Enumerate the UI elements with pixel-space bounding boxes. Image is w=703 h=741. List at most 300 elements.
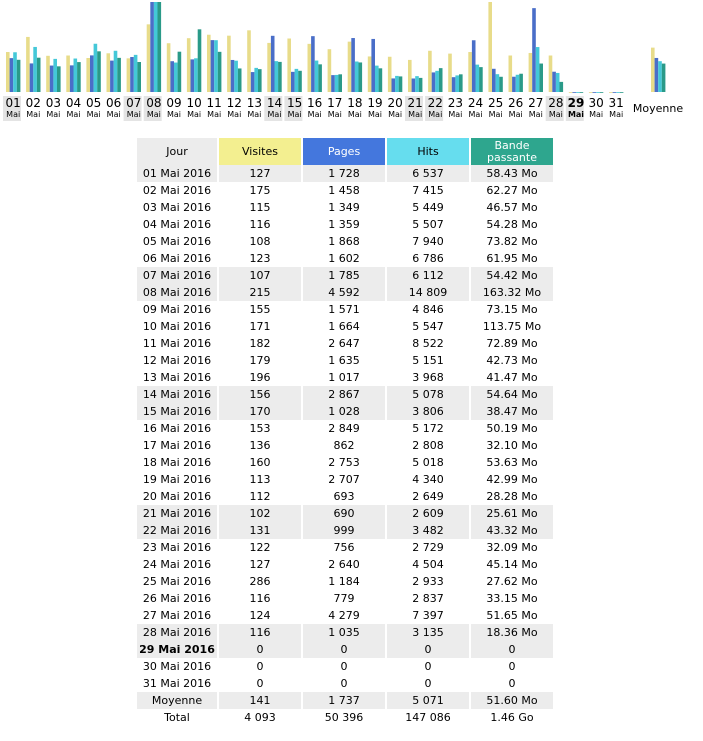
- cell-visites: 0: [219, 641, 301, 658]
- bar-visites-18: [348, 42, 352, 92]
- bar-bande-06: [117, 58, 121, 92]
- bar-hits-09: [174, 63, 178, 92]
- average-label: Moyenne: [632, 102, 684, 115]
- cell-bande: 62.27 Mo: [486, 184, 538, 197]
- cell-hits: 5 547: [412, 320, 444, 333]
- cell-hits: 4 504: [412, 558, 444, 571]
- day-tick-label: 06: [106, 96, 122, 110]
- header-jour: Jour: [137, 138, 217, 165]
- month-tick-label: Mai: [508, 110, 523, 119]
- bar-visites-20: [388, 57, 392, 92]
- bar-pages-15: [291, 72, 295, 92]
- cell-hits: 5 018: [412, 456, 444, 469]
- cell-day: 19 Mai 2016: [142, 473, 212, 486]
- table-row: [137, 301, 553, 318]
- bar-hits-26: [516, 75, 520, 92]
- table-row: [137, 233, 553, 250]
- day-tick-label: 01: [5, 96, 21, 110]
- bar-visites-02: [26, 37, 30, 92]
- bar-bande-20: [399, 76, 403, 92]
- day-tick-label: 03: [45, 96, 62, 110]
- cell-hits: 0: [424, 660, 432, 673]
- cell-bande: 0: [508, 660, 516, 673]
- cell-visites: 115: [249, 201, 271, 214]
- bar-bande-30: [600, 92, 604, 93]
- bar-bande-15: [298, 71, 302, 92]
- day-tick-label: 26: [508, 96, 524, 110]
- bar-pages-05: [90, 55, 94, 92]
- month-tick-label: Mai: [187, 110, 202, 119]
- cell-pages: 999: [303, 522, 385, 539]
- bar-visites-08: [147, 24, 151, 92]
- table-row: [137, 369, 553, 386]
- cell-visites: 127: [219, 165, 301, 182]
- cell-hits: 6 112: [387, 267, 469, 284]
- cell-hits: 3 135: [387, 624, 469, 641]
- bar-pages-31: [613, 92, 617, 93]
- bar-visites-15: [287, 39, 291, 93]
- cell-visites: 136: [249, 439, 271, 452]
- month-tick-label: Mai: [166, 110, 182, 119]
- cell-visites: 0: [256, 660, 264, 673]
- header-bande-line1: Bande: [494, 138, 530, 152]
- cell-visites: 116: [219, 624, 301, 641]
- month-tick-label: Mai: [528, 110, 543, 119]
- month-tick-label: Mai: [207, 110, 222, 119]
- cell-hits: 2 609: [387, 505, 469, 522]
- cell-day: 07 Mai 2016: [137, 267, 217, 284]
- cell-visites: 102: [219, 505, 301, 522]
- bar-bande-21: [419, 78, 423, 92]
- cell-day: 02 Mai 2016: [142, 184, 212, 197]
- cell-visites: 112: [249, 490, 271, 503]
- day-tick-label: 18: [347, 96, 363, 110]
- bar-bande-19: [379, 68, 383, 92]
- table-row: [137, 335, 553, 352]
- bar-bande-03: [57, 66, 61, 92]
- cell-pages: 862: [333, 439, 355, 452]
- cell-bande: 54.28 Mo: [486, 218, 538, 231]
- bar-visites-29: [569, 92, 573, 93]
- cell-hits: 2 808: [412, 439, 444, 452]
- header-pages: Pages: [303, 138, 385, 165]
- day-tick-label: 17: [327, 96, 343, 110]
- bar-hits-30: [596, 92, 600, 93]
- bar-hits-21: [415, 76, 419, 92]
- bar-bande-28: [560, 82, 564, 92]
- cell-bande: 42.99 Mo: [486, 473, 538, 486]
- bar-hits-25: [496, 74, 500, 92]
- bar-pages-23: [452, 77, 456, 92]
- cell-pages: 1 728: [303, 165, 385, 182]
- bar-pages-21: [412, 78, 416, 92]
- table-row: [137, 641, 553, 658]
- cell-hits: 4 340: [412, 473, 444, 486]
- bar-bande-12: [238, 68, 242, 92]
- cell-day: 18 Mai 2016: [142, 456, 212, 469]
- bar-hits-12: [234, 61, 238, 92]
- cell-visites: 196: [249, 371, 271, 384]
- cell-visites: 116: [249, 218, 271, 231]
- bar-hits-04: [74, 59, 78, 92]
- table-row: [137, 539, 553, 556]
- bar-bande-moyenne: [662, 64, 666, 92]
- cell-day: 05 Mai 2016: [142, 235, 212, 248]
- cell-bande: 42.73 Mo: [486, 354, 538, 367]
- cell-bande: 58.43 Mo: [471, 165, 553, 182]
- cell-hits: 147 086: [405, 711, 451, 724]
- cell-day: 12 Mai 2016: [142, 354, 212, 367]
- day-tick-label: 02: [25, 96, 41, 110]
- month-tick-label: Mai: [609, 110, 624, 119]
- cell-visites: 4 093: [244, 711, 276, 724]
- bar-bande-25: [499, 77, 503, 92]
- cell-day: 09 Mai 2016: [142, 303, 212, 316]
- day-tick-label: 07: [126, 96, 142, 110]
- cell-hits: 4 846: [412, 303, 444, 316]
- bar-pages-22: [432, 72, 436, 92]
- bar-bande-17: [338, 74, 342, 92]
- month-tick-label: Mai: [126, 110, 141, 119]
- cell-bande: 43.32 Mo: [471, 522, 553, 539]
- month-tick-label: Mai: [468, 110, 483, 119]
- cell-bande: 45.14 Mo: [486, 558, 538, 571]
- bar-hits-24: [476, 65, 480, 92]
- bar-pages-04: [70, 65, 74, 92]
- cell-hits: 5 071: [387, 692, 469, 709]
- cell-day: 26 Mai 2016: [142, 592, 212, 605]
- cell-bande: 0: [471, 641, 553, 658]
- day-tick-label: 05: [85, 96, 102, 110]
- cell-hits: 2 649: [412, 490, 444, 503]
- bar-pages-17: [331, 75, 335, 92]
- bar-hits-05: [94, 44, 98, 92]
- cell-bande: 72.89 Mo: [486, 337, 538, 350]
- cell-visites: 116: [249, 592, 271, 605]
- bar-bande-16: [318, 64, 322, 92]
- cell-day: 28 Mai 2016: [137, 624, 217, 641]
- bar-pages-06: [110, 61, 114, 92]
- cell-visites: 286: [249, 575, 271, 588]
- bar-bande-18: [359, 62, 363, 92]
- month-tick-label: Mai: [428, 110, 443, 119]
- cell-visites: 123: [249, 252, 271, 265]
- bar-visites-25: [488, 2, 492, 92]
- table-row: [137, 403, 553, 420]
- bar-visites-09: [167, 43, 171, 92]
- cell-visites: 170: [219, 403, 301, 420]
- day-tick-label: 16: [307, 96, 323, 110]
- bar-visites-19: [368, 56, 372, 92]
- cell-pages: 1 571: [328, 303, 360, 316]
- bar-visites-16: [308, 44, 312, 92]
- bar-pages-07: [130, 57, 134, 92]
- day-tick-label: 09: [166, 96, 182, 110]
- bar-visites-01: [6, 52, 10, 92]
- cell-visites: 0: [256, 677, 264, 690]
- bar-hits-13: [254, 68, 258, 92]
- month-tick-label: Mai: [567, 110, 585, 119]
- day-tick-label: 30: [588, 96, 604, 110]
- bar-pages-19: [371, 39, 375, 92]
- month-tick-label: Mai: [247, 110, 262, 119]
- bar-visites-14: [267, 43, 271, 92]
- bar-bande-27: [539, 64, 543, 92]
- header-bande-passante: [471, 138, 553, 165]
- bar-hits-22: [435, 71, 439, 92]
- cell-pages: 1 868: [328, 235, 360, 248]
- bar-pages-moyenne: [655, 58, 659, 92]
- bar-bande-23: [459, 74, 463, 92]
- bar-bande-04: [77, 62, 81, 92]
- bar-hits-27: [536, 47, 540, 92]
- cell-day: 20 Mai 2016: [142, 490, 212, 503]
- month-tick-label: Mai: [66, 110, 81, 119]
- cell-pages: 4 279: [328, 609, 360, 622]
- cell-pages: 2 640: [328, 558, 360, 571]
- cell-hits: 8 522: [412, 337, 444, 350]
- bar-hits-11: [214, 40, 218, 92]
- cell-pages: 1 349: [328, 201, 360, 214]
- cell-pages: 1 602: [328, 252, 360, 265]
- bar-hits-10: [194, 58, 198, 92]
- cell-pages: 1 785: [303, 267, 385, 284]
- day-tick-label: 04: [65, 96, 82, 110]
- bar-pages-26: [512, 77, 516, 92]
- month-tick-label: Mai: [146, 110, 161, 119]
- cell-hits: 5 507: [412, 218, 444, 231]
- table-row: [137, 250, 553, 267]
- cell-bande: 73.15 Mo: [486, 303, 538, 316]
- bar-hits-28: [556, 73, 560, 92]
- cell-pages: 1 635: [328, 354, 360, 367]
- cell-hits: 2 729: [412, 541, 444, 554]
- table-row: [137, 284, 553, 301]
- month-tick-label: Mai: [287, 110, 302, 119]
- day-tick-label: 23: [447, 96, 464, 110]
- cell-day: 23 Mai 2016: [142, 541, 212, 554]
- bar-hits-01: [13, 52, 17, 92]
- month-tick-label: Mai: [307, 110, 322, 119]
- cell-day: 27 Mai 2016: [142, 609, 212, 622]
- bar-bande-29: [580, 92, 584, 93]
- cell-hits: 3 968: [412, 371, 444, 384]
- bar-visites-28: [549, 56, 553, 93]
- header-visites: Visites: [219, 138, 301, 165]
- cell-hits: 6 786: [412, 252, 444, 265]
- bar-pages-30: [593, 92, 597, 93]
- cell-day: 31 Mai 2016: [142, 677, 212, 690]
- cell-bande: 1.46 Go: [490, 711, 534, 724]
- daily-stats-table: [135, 138, 555, 726]
- cell-hits: 5 151: [412, 354, 444, 367]
- month-tick-label: Mai: [548, 110, 563, 119]
- table-row: [137, 318, 553, 335]
- day-tick-label: 28: [548, 96, 564, 110]
- cell-bande: 0: [508, 677, 516, 690]
- cell-pages: 690: [303, 505, 385, 522]
- bar-pages-29: [572, 92, 576, 93]
- cell-pages: 2 867: [303, 386, 385, 403]
- cell-bande: 163.32 Mo: [471, 284, 553, 301]
- bar-pages-16: [311, 36, 315, 92]
- bar-bande-07: [137, 62, 141, 92]
- cell-day: 03 Mai 2016: [142, 201, 212, 214]
- cell-day: 13 Mai 2016: [142, 371, 212, 384]
- cell-pages: 1 184: [328, 575, 360, 588]
- cell-day: 04 Mai 2016: [142, 218, 212, 231]
- month-tick-label: Mai: [267, 110, 282, 119]
- bar-hits-16: [315, 61, 319, 92]
- bar-bande-01: [17, 60, 21, 92]
- month-tick-label: Mai: [589, 110, 604, 119]
- cell-bande: 54.64 Mo: [471, 386, 553, 403]
- daily-bar-chart: [0, 0, 703, 122]
- table-row: [137, 420, 553, 437]
- cell-visites: 179: [249, 354, 271, 367]
- cell-visites: 182: [249, 337, 271, 350]
- cell-hits: 7 940: [412, 235, 444, 248]
- table-row: [137, 675, 553, 692]
- cell-bande: 32.09 Mo: [486, 541, 538, 554]
- table-row: [137, 471, 553, 488]
- cell-day: 15 Mai 2016: [137, 403, 217, 420]
- bar-pages-09: [170, 61, 174, 92]
- bar-bande-09: [178, 52, 182, 92]
- day-tick-label: 12: [226, 96, 242, 110]
- cell-visites: 175: [249, 184, 271, 197]
- bar-pages-28: [552, 72, 556, 92]
- table-row: [137, 454, 553, 471]
- cell-pages: 693: [333, 490, 355, 503]
- cell-hits: 7 415: [412, 184, 444, 197]
- cell-pages: 1 028: [303, 403, 385, 420]
- cell-pages: 2 647: [328, 337, 360, 350]
- bar-bande-31: [620, 92, 624, 93]
- cell-pages: 1 035: [303, 624, 385, 641]
- cell-visites: 156: [219, 386, 301, 403]
- bar-hits-07: [134, 55, 138, 92]
- bar-bande-11: [218, 52, 222, 92]
- table-row: [137, 216, 553, 233]
- table-row: [137, 505, 553, 522]
- cell-hits: 3 806: [387, 403, 469, 420]
- bar-visites-10: [187, 38, 191, 92]
- bar-hits-17: [335, 75, 339, 92]
- table-row: [137, 199, 553, 216]
- bar-visites-31: [609, 92, 613, 93]
- bar-visites-06: [107, 53, 111, 92]
- bar-hits-14: [275, 61, 279, 92]
- cell-hits: 2 933: [412, 575, 444, 588]
- cell-bande: 38.47 Mo: [471, 403, 553, 420]
- cell-bande: 18.36 Mo: [471, 624, 553, 641]
- bar-hits-08: [154, 2, 158, 92]
- month-tick-label: Mai: [327, 110, 342, 119]
- cell-bande: 32.10 Mo: [486, 439, 538, 452]
- cell-bande: 28.28 Mo: [486, 490, 538, 503]
- month-tick-label: Mai: [86, 110, 101, 119]
- month-tick-label: Mai: [408, 110, 423, 119]
- cell-day: 21 Mai 2016: [137, 505, 217, 522]
- cell-pages: 779: [333, 592, 355, 605]
- cell-bande: 51.65 Mo: [486, 609, 538, 622]
- bar-bande-14: [278, 62, 282, 92]
- cell-visites: 108: [249, 235, 271, 248]
- table-row: [137, 165, 553, 182]
- day-tick-label: 24: [467, 96, 484, 110]
- bar-pages-08: [150, 2, 154, 92]
- cell-visites: 215: [219, 284, 301, 301]
- cell-hits: 2 837: [412, 592, 444, 605]
- day-tick-label: 31: [608, 96, 624, 110]
- month-tick-label: Mai: [488, 110, 503, 119]
- header-bande-line2: passante: [487, 150, 537, 164]
- bar-visites-12: [227, 36, 231, 92]
- table-row: [137, 590, 553, 607]
- cell-hits: 0: [424, 677, 432, 690]
- cell-pages: 2 849: [328, 422, 360, 435]
- bar-hits-31: [616, 92, 620, 93]
- cell-pages: 2 707: [328, 473, 360, 486]
- cell-visites: 155: [249, 303, 271, 316]
- table-header-row: [137, 138, 553, 165]
- bar-visites-03: [46, 56, 50, 92]
- bar-bande-26: [519, 74, 523, 92]
- cell-hits: 3 482: [387, 522, 469, 539]
- month-tick-label: Mai: [26, 110, 41, 119]
- day-tick-label: 29: [567, 96, 585, 110]
- bar-pages-18: [351, 38, 355, 92]
- bar-visites-21: [408, 60, 412, 92]
- bar-visites-24: [468, 52, 472, 92]
- bar-hits-02: [33, 47, 37, 92]
- cell-visites: 141: [219, 692, 301, 709]
- cell-visites: 127: [249, 558, 271, 571]
- cell-pages: 1 458: [328, 184, 360, 197]
- bar-pages-03: [50, 66, 54, 92]
- day-tick-label: 22: [427, 96, 443, 110]
- cell-bande: 113.75 Mo: [482, 320, 542, 333]
- cell-visites: 171: [249, 320, 271, 333]
- day-tick-label: 10: [186, 96, 202, 110]
- table-row: [137, 386, 553, 403]
- day-tick-label: 19: [367, 96, 383, 110]
- bar-visites-27: [529, 53, 533, 92]
- table-row: [137, 267, 553, 284]
- cell-bande: 51.60 Mo: [471, 692, 553, 709]
- bar-hits-19: [375, 66, 379, 92]
- bar-pages-10: [191, 59, 195, 92]
- cell-day: 11 Mai 2016: [142, 337, 212, 350]
- day-tick-label: 13: [246, 96, 263, 110]
- month-tick-label: Mai: [106, 110, 121, 119]
- cell-bande: 53.63 Mo: [486, 456, 538, 469]
- table-row: [137, 352, 553, 369]
- cell-hits: 5 449: [412, 201, 444, 214]
- cell-bande: 27.62 Mo: [486, 575, 538, 588]
- cell-bande: 61.95 Mo: [486, 252, 538, 265]
- bar-visites-22: [428, 51, 432, 92]
- cell-pages: 1 737: [303, 692, 385, 709]
- bar-visites-30: [589, 92, 593, 93]
- bar-bande-10: [198, 29, 202, 92]
- month-tick-label: Mai: [347, 110, 362, 119]
- bar-bande-22: [439, 68, 443, 92]
- cell-visites: 160: [249, 456, 271, 469]
- cell-day: 01 Mai 2016: [137, 165, 217, 182]
- day-tick-label: 08: [146, 96, 162, 110]
